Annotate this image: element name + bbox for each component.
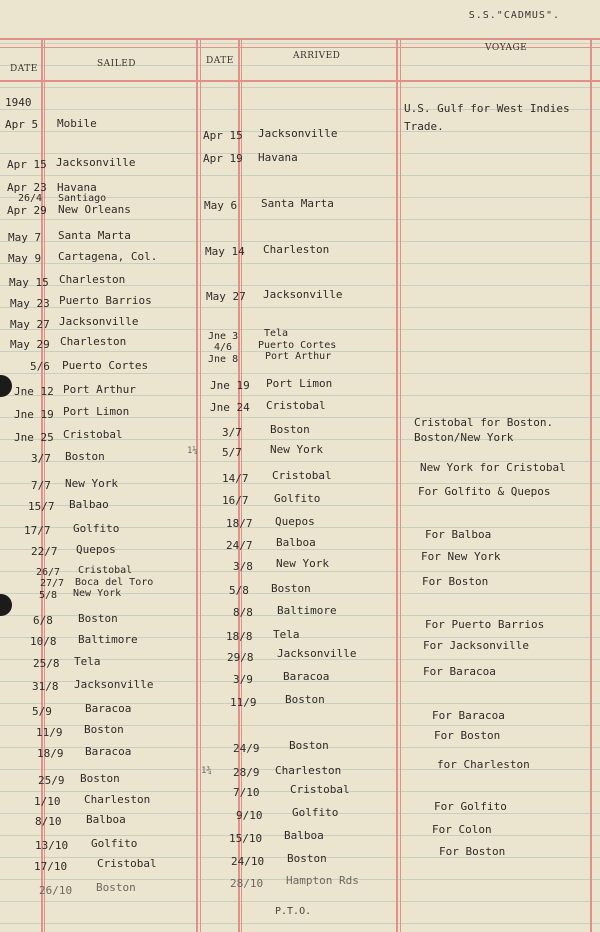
arrived-date: 28/10	[230, 877, 264, 890]
sailed-place: Puerto Barrios	[59, 294, 152, 307]
column-divider-2	[196, 38, 198, 932]
header-voyage: VOYAGE	[485, 43, 528, 53]
header-date-arrived: DATE	[206, 56, 234, 66]
arrived-date: May 6	[204, 199, 238, 212]
arrived-place: New York	[276, 557, 329, 570]
sailed-date: 17/7	[24, 524, 51, 537]
sailed-place: Santiago	[58, 193, 107, 204]
punch-hole	[0, 594, 12, 616]
arrived-place: Charleston	[275, 764, 342, 777]
sailed-date: 6/8	[33, 614, 53, 627]
arrived-date: 7/10	[233, 786, 260, 799]
arrived-date: Apr 19	[203, 152, 243, 165]
sailed-date: 25/9	[38, 774, 65, 787]
arrived-place: Santa Marta	[261, 197, 334, 210]
voyage-note: U.S. Gulf for West Indies	[404, 102, 570, 115]
voyage-note: Boston/New York	[414, 431, 514, 444]
sailed-place: Charleston	[59, 273, 126, 286]
arrived-date: 8/8	[233, 606, 253, 619]
sailed-place: Balbao	[69, 498, 109, 511]
sailed-place: Cristobal	[97, 857, 157, 870]
voyage-note: For Boston	[422, 575, 489, 588]
sailed-place: Boston	[84, 723, 124, 736]
arrived-place: Charleston	[263, 243, 330, 256]
sailed-date: 5/8	[39, 590, 58, 601]
voyage-note: For Baracoa	[432, 709, 505, 722]
arrived-date: 16/7	[222, 494, 249, 507]
arrived-place: Cristobal	[290, 783, 350, 796]
arrived-place: Puerto Cortes	[258, 340, 337, 351]
arrived-place: Tela	[264, 328, 289, 339]
sailed-date: 13/10	[35, 839, 69, 852]
arrived-date: 5/8	[229, 584, 249, 597]
arrived-date: 3/9	[233, 673, 253, 686]
sailed-date: Apr 23	[7, 181, 47, 194]
sailed-date: May 9	[8, 252, 42, 265]
sailed-date: Jne 12	[14, 385, 54, 398]
arrived-date: Jne 3	[208, 331, 239, 342]
sailed-place: Quepos	[76, 543, 116, 556]
margin-note: 1¼	[187, 446, 198, 456]
arrived-place: Boston	[285, 693, 325, 706]
arrived-date: Jne 8	[208, 354, 239, 365]
sailed-place: Baltimore	[78, 633, 138, 646]
arrived-place: Quepos	[275, 515, 315, 528]
sailed-date: May 7	[8, 231, 42, 244]
sailed-place: Port Arthur	[63, 383, 136, 396]
arrived-date: 11/9	[230, 696, 257, 709]
arrived-place: Boston	[287, 852, 327, 865]
sailed-date: 17/10	[34, 860, 68, 873]
page-turn-note: P.T.O.	[275, 906, 312, 917]
sailed-date: 5/6	[30, 360, 50, 373]
arrived-place: Baltimore	[277, 604, 337, 617]
sailed-date: Apr 29	[7, 204, 47, 217]
arrived-place: Golfito	[292, 806, 339, 819]
sailed-place: Jacksonville	[74, 678, 154, 691]
arrived-place: Jacksonville	[277, 647, 357, 660]
voyage-note: For New York	[421, 550, 501, 563]
arrived-place: Port Limon	[266, 377, 333, 390]
sailed-date: 25/8	[33, 657, 60, 670]
margin-note: 1¾	[201, 766, 212, 776]
sailed-place: Mobile	[57, 117, 97, 130]
sailed-place: Santa Marta	[58, 229, 131, 242]
sailed-date: Jne 25	[14, 431, 54, 444]
ship-name: S.S."CADMUS".	[468, 10, 560, 21]
punch-hole	[0, 375, 12, 397]
voyage-note: For Baracoa	[423, 665, 496, 678]
voyage-note: For Balboa	[425, 528, 492, 541]
sailed-place: New York	[73, 588, 122, 599]
column-divider-4b	[400, 38, 401, 932]
sailed-place: Cartagena, Col.	[58, 250, 158, 263]
sailed-date: 5/9	[32, 705, 52, 718]
sailed-place: Baracoa	[85, 702, 132, 715]
sailed-date: 7/7	[31, 479, 51, 492]
voyage-note: For Colon	[432, 823, 492, 836]
sailed-date: May 15	[9, 276, 49, 289]
sailed-place: Cristobal	[78, 565, 133, 576]
arrived-date: May 27	[206, 290, 246, 303]
arrived-place: Havana	[258, 151, 298, 164]
arrived-date: Apr 15	[203, 129, 243, 142]
arrived-place: Tela	[273, 628, 300, 641]
year-label: 1940	[5, 96, 32, 109]
arrived-date: Jne 24	[210, 401, 250, 414]
arrived-place: Baracoa	[283, 670, 330, 683]
voyage-note: For Puerto Barrios	[425, 618, 545, 631]
sailed-date: 11/9	[36, 726, 63, 739]
sailed-date: 1/10	[34, 795, 61, 808]
sailed-place: Baracoa	[85, 745, 132, 758]
sailed-place: Jacksonville	[59, 315, 139, 328]
sailed-date: May 27	[10, 318, 50, 331]
arrived-place: Port Arthur	[265, 351, 332, 362]
sailed-date: May 29	[10, 338, 50, 351]
sailed-date: 26/10	[39, 884, 73, 897]
arrived-date: 29/8	[227, 651, 254, 664]
sailed-date: 15/7	[28, 500, 55, 513]
arrived-date: 18/7	[226, 517, 253, 530]
column-divider-5	[590, 38, 592, 932]
voyage-note: For Golfito	[434, 800, 507, 813]
arrived-place: Balboa	[284, 829, 324, 842]
arrived-date: 24/7	[226, 539, 253, 552]
arrived-date: 24/9	[233, 742, 260, 755]
arrived-place: Cristobal	[266, 399, 326, 412]
sailed-date: 10/8	[30, 635, 57, 648]
sailed-place: Tela	[74, 655, 101, 668]
header-rule-bottom	[0, 80, 600, 82]
header-date-sailed: DATE	[10, 64, 38, 74]
header-rule-top	[0, 38, 600, 40]
voyage-note: For Jacksonville	[423, 639, 529, 652]
arrived-place: Balboa	[276, 536, 316, 549]
sailed-place: Port Limon	[63, 405, 130, 418]
arrived-date: 24/10	[231, 855, 265, 868]
sailed-date: 27/7	[40, 578, 65, 589]
sailed-date: May 23	[10, 297, 50, 310]
arrived-place: Cristobal	[272, 469, 332, 482]
arrived-place: Boston	[289, 739, 329, 752]
sailed-date: 26/7	[36, 567, 61, 578]
column-divider-2b	[200, 38, 201, 932]
sailed-place: Puerto Cortes	[62, 359, 149, 372]
column-divider-4	[396, 38, 398, 932]
voyage-note: for Charleston	[437, 758, 530, 771]
sailed-date: Jne 19	[14, 408, 54, 421]
sailed-place: Golfito	[91, 837, 138, 850]
arrived-date: 4/6	[214, 342, 233, 353]
voyage-note: New York for Cristobal	[420, 461, 566, 474]
sailed-date: Apr 15	[7, 158, 47, 171]
arrived-date: 3/8	[233, 560, 253, 573]
arrived-place: Boston	[270, 423, 310, 436]
arrived-date: 28/9	[233, 766, 260, 779]
sailed-date: 31/8	[32, 680, 59, 693]
sailed-date: 26/4	[18, 193, 43, 204]
arrived-place: Jacksonville	[263, 288, 343, 301]
arrived-date: 9/10	[236, 809, 263, 822]
arrived-place: New York	[270, 443, 323, 456]
arrived-place: Boston	[271, 582, 311, 595]
header-arrived: ARRIVED	[293, 51, 341, 61]
header-sailed: SAILED	[97, 59, 136, 69]
sailed-place: New York	[65, 477, 118, 490]
sailed-place: New Orleans	[58, 203, 131, 216]
sailed-place: Charleston	[84, 793, 151, 806]
sailed-place: Havana	[57, 181, 97, 194]
sailed-place: Golfito	[73, 522, 120, 535]
arrived-place: Jacksonville	[258, 127, 338, 140]
arrived-date: Jne 19	[210, 379, 250, 392]
arrived-date: 14/7	[222, 472, 249, 485]
sailed-place: Boston	[96, 881, 136, 894]
sailed-place: Cristobal	[63, 428, 123, 441]
arrived-place: Golfito	[274, 492, 321, 505]
sailed-date: 18/9	[37, 747, 64, 760]
arrived-date: May 14	[205, 245, 245, 258]
sailed-place: Boston	[80, 772, 120, 785]
arrived-date: 3/7	[222, 426, 242, 439]
voyage-note: For Boston	[434, 729, 501, 742]
arrived-date: 15/10	[229, 832, 263, 845]
arrived-date: 18/8	[226, 630, 253, 643]
voyage-note: For Golfito & Quepos	[418, 485, 551, 498]
arrived-date: 5/7	[222, 446, 242, 459]
sailed-date: Apr 5	[5, 118, 39, 131]
sailed-place: Jacksonville	[56, 156, 136, 169]
sailed-place: Boca del Toro	[75, 577, 154, 588]
voyage-note: For Boston	[439, 845, 506, 858]
sailed-place: Boston	[65, 450, 105, 463]
sailed-date: 8/10	[35, 815, 62, 828]
sailed-place: Balboa	[86, 813, 126, 826]
sailed-date: 3/7	[31, 452, 51, 465]
sailed-place: Charleston	[60, 335, 127, 348]
sailed-date: 22/7	[31, 545, 58, 558]
voyage-note: Cristobal for Boston.	[414, 416, 554, 429]
voyage-note: Trade.	[404, 120, 444, 133]
sailed-place: Boston	[78, 612, 118, 625]
arrived-place: Hampton Rds	[286, 874, 359, 887]
